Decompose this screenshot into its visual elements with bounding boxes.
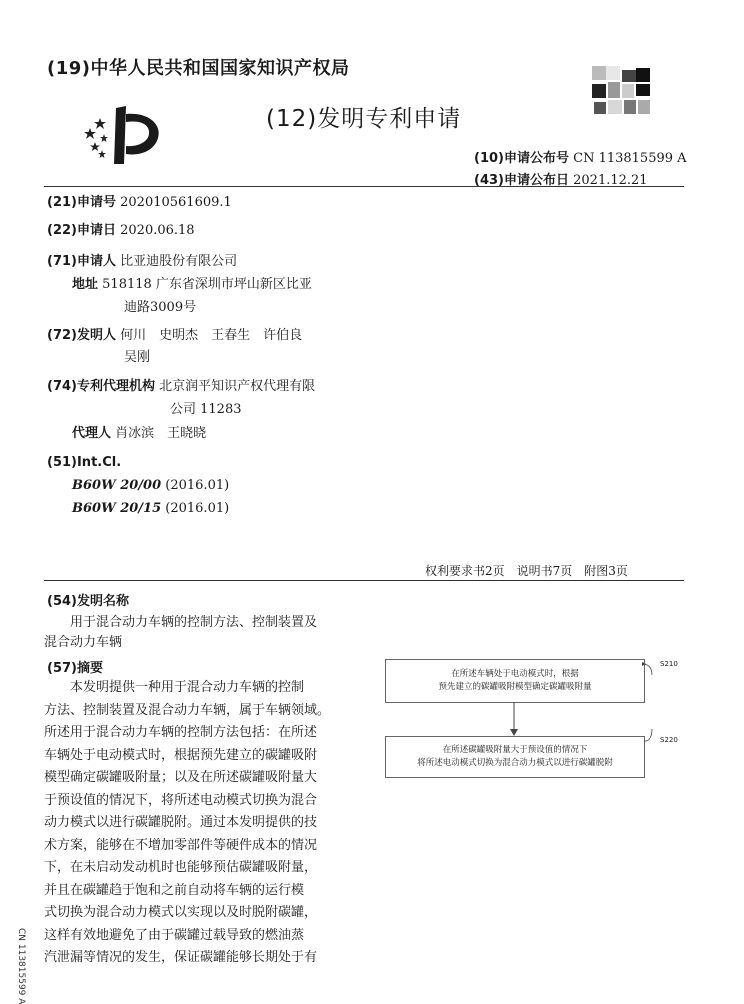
header-divider [44,186,684,187]
ipc-version: (2016.01) [165,501,230,516]
applicant-label: (71)申请人 [47,254,116,269]
flowchart-label-s210: S210 [660,660,678,668]
applicant-name: 比亚迪股份有限公司 [120,254,238,269]
inventors-row [47,324,302,347]
flowchart-step-s220-line-2: 将所述电动模式切换为混合动力模式以进行碳罐脱附 [417,758,613,768]
inventors-label: (72)发明人 [47,328,116,343]
abstract-line: 式切换为混合动力模式以实现以及时脱附碳罐， [44,905,318,920]
abstract-text [44,677,352,970]
flowchart-step-s210-line-2: 预先建立的碳罐吸附模型确定碳罐吸附量 [438,682,592,692]
invention-title [44,613,352,653]
abstract-line: 术方案，能够在不增加零部件等硬件成本的情况 [44,837,318,853]
ipc-version: (2016.01) [165,478,230,493]
page-counts: 权利要求书2页 说明书7页 附图3页 [425,564,628,578]
address-row [72,273,312,296]
cnipa-emblem-icon [82,104,164,166]
abstract-line: 模型确定碳罐吸附量；以及在所述碳罐吸附量大 [44,770,318,785]
publication-date-label: (43)申请公布日 [474,173,569,188]
ipc-entry [72,474,229,497]
inventors-line-2: 吴刚 [124,350,151,365]
publication-number: CN 113815599 A [573,151,687,166]
agent-row [72,422,206,445]
abstract-line: 于预设值的情况下，将所述电动模式切换为混合 [44,792,318,808]
agency-line-2: 公司 11283 [170,402,242,417]
application-number: 202010561609.1 [120,195,232,210]
flowchart-step-s220-line-1: 在所述碳罐吸附量大于预设值的情况下 [442,745,588,755]
int-cl-label [47,451,121,474]
abstract-line: 汽泄漏等情况的发生，保证碳罐能够长期处于有 [44,950,318,965]
agent-label: 代理人 [72,426,112,441]
abstract-label: (57)摘要 [47,661,103,676]
agency-label: (74)专利代理机构 [47,379,155,394]
abstract-line: 所述用于混合动力车辆的控制方法包括：在所述 [44,725,318,740]
application-date-label: (22)申请日 [47,223,116,238]
invention-title-label: (54)发明名称 [47,594,129,609]
ipc-code: B60W 20/15 [72,501,162,516]
abstract-line: 并且在碳罐趋于饱和之前自动将车辆的运行模 [44,882,305,898]
agent-names: 肖冰滨 王晓晓 [115,426,207,441]
address-line-1: 518118 广东省深圳市坪山新区比亚 [102,277,312,292]
application-date: 2020.06.18 [120,223,195,238]
publication-date: 2021.12.21 [573,173,648,188]
document-type-title: (12)发明专利申请 [266,106,462,132]
application-date-row [47,219,195,242]
qr-code-icon [592,66,650,116]
abstract-line: 动力模式以进行碳罐脱附。通过本发明提供的技 [44,815,318,830]
invention-title-line-2: 混合动力车辆 [44,635,123,650]
patent-office-title: (19)中华人民共和国国家知识产权局 [47,58,350,79]
application-number-row [47,191,232,214]
invention-title-line-1: 用于混合动力车辆的控制方法、控制装置及 [70,615,318,630]
flowchart-connectors [380,655,670,745]
abstract-line: 下，在未启动发动机时也能够预估碳罐吸附量， [44,860,318,875]
abstract-line: 方法、控制装置及混合动力车辆，属于车辆领域。 [44,702,331,718]
publication-number-label: (10)申请公布号 [474,151,569,166]
abstract-line: 这样有效地避免了由于碳罐过载导致的燃油蒸 [44,927,305,943]
address-line-2: 迪路3009号 [124,300,197,315]
abstract-line: 车辆处于电动模式时，根据预先建立的碳罐吸附 [44,747,318,763]
side-publication-mark: CN 113815599 A [16,928,26,1004]
flowchart-step-s210-line-1: 在所述车辆处于电动模式时，根据 [451,669,579,679]
ipc-code: B60W 20/00 [72,478,162,493]
applicant-row [47,250,237,273]
abstract-line: 本发明提供一种用于混合动力车辆的控制 [70,680,305,695]
flowchart-label-s220: S220 [660,736,678,744]
publication-number-row [474,147,687,166]
int-cl-label-text: (51)Int.Cl. [47,455,122,470]
address-label: 地址 [72,277,99,292]
ipc-entry [72,497,229,520]
agency-row [47,375,315,398]
agency-line-1: 北京润平知识产权代理有限 [159,379,316,394]
section-divider [44,580,684,581]
inventors-line-1: 何川 史明杰 王春生 许伯良 [120,328,303,343]
application-number-label: (21)申请号 [47,195,116,210]
